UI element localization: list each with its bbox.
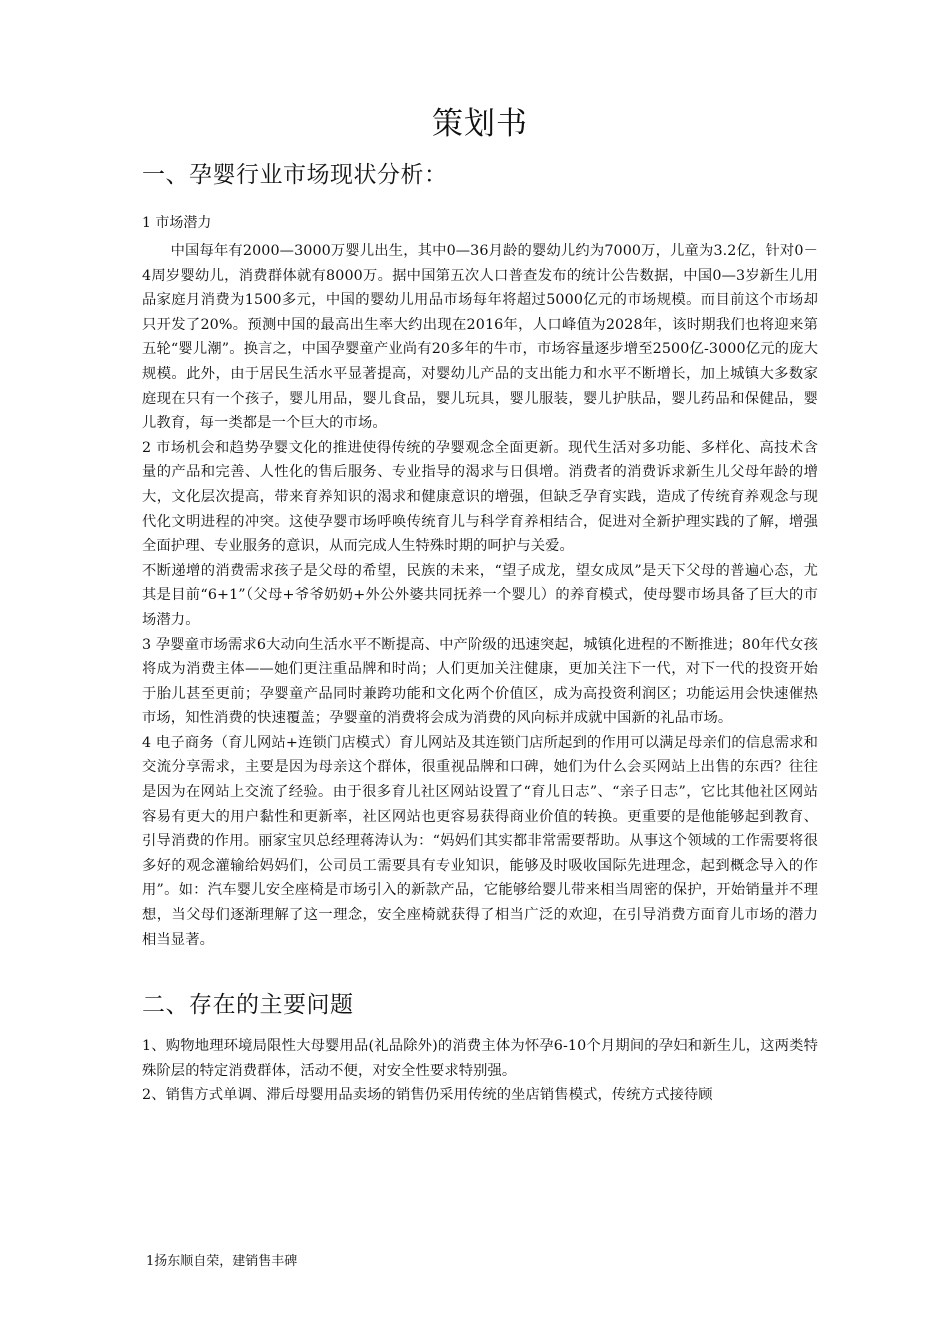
paragraph-market-opportunity: 2 市场机会和趋势孕婴文化的推进使得传统的孕婴观念全面更新。现代生活对多功能、多样化、高技术含量的产品和完善、人性化的售后服务、专业指导的渴求与日俱增。消费者的消费诉求新生儿父母年龄的增大，文化层次提高，带来育养知识的渴求和健康意识的增强，但缺乏孕育实践，造成了传统育养观念与现代化文明进程的冲突。这使孕婴市场呼唤传统育儿与科学育养相结合，促进对全新护理实践的了解，增强全面护理、专业服务的意识，从而完成人生特殊时期的呵护与关爱。 [142, 439, 818, 555]
paragraph-problem-2: 2、销售方式单调、滞后母婴用品卖场的销售仍采用传统的坐店销售模式，传统方式接待顾 [142, 1087, 713, 1104]
section-market-analysis [142, 158, 818, 952]
section-heading-main-problems: 二、存在的主要问题 [142, 992, 354, 1019]
paragraph-market-trends: 3 孕婴童市场需求6大动向生活水平不断提高、中产阶级的迅速突起，城镇化进程的不断推进；80年代女孩将成为消费主体——她们更注重品牌和时尚；人们更加关注健康，更加关注下一代，对下一代的投资开始于胎儿甚至更前；孕婴童产品同时兼跨功能和文化两个价值区，成为高投资利润区；功能运用会快速催热市场，知性消费的快速覆盖；孕婴童的消费将会成为消费的风向标并成就中国新的礼品市场。 [142, 636, 818, 727]
paragraph-ecommerce: 4 电子商务（育儿网站+连锁门店模式）育儿网站及其连锁门店所起到的作用可以满足母亲们的信息需求和交流分享需求，主要是因为母亲这个群体，很重视品牌和口碑，她们为什么会买网站上出售的东西？往往是因为在网站上交流了经验。由于很多育儿社区网站设置了“育儿日志”、“亲子日志”，它比其他社区网站容易有更大的用户黏性和更新率，社区网站也更容易获得商业价值的转换。更重要的是他能够起到教育、引导消费的作用。丽家宝贝总经理蒋涛认为：“妈妈们其实都非常需要帮助。从事这个领域的工作需要将很多好的观念灌输给妈妈们，公司员工需要具有专业知识，能够及时吸收国际先进理念，起到概念导入的作用”。如：汽车婴儿安全座椅是市场引入的新款产品，它能够给婴儿带来相当周密的保护，开始销量并不理想，当父母们逐渐理解了这一理念，安全座椅就获得了相当广泛的欢迎，在引导消费方面育儿市场的潜力相当显著。 [142, 734, 818, 948]
paragraph-market-potential: 中国每年有2000—3000万婴儿出生，其中0—36月龄的婴幼儿约为7000万，儿童为3.2亿，针对0－4周岁婴幼儿，消费群体就有8000万。据中国第五次人口普查发布的统计公告数据，中国0—3岁新生儿用品家庭月消费为1500多元，中国的婴幼儿用品市场每年将超过5000亿元的市场规模。而目前这个市场却只开发了20%。预测中国的最高出生率大约出现在2016年，人口峰值为2028年，该时期我们也将迎来第五轮“婴儿潮”。换言之，中国孕婴童产业尚有20多年的牛市，市场容量逐步增至2500亿-3000亿元的庞大规模。此外，由于居民生活水平显著提高，对婴幼儿产品的支出能力和水平不断增长，加上城镇大多数家庭现在只有一个孩子，婴儿用品，婴儿食品，婴儿玩具，婴儿服装，婴儿护肤品，婴儿药品和保健品，婴儿教育，每一类都是一个巨大的市场。 [142, 243, 818, 432]
document-title: 策划书 [432, 106, 528, 142]
document-body [142, 100, 818, 1108]
subheading-market-potential: 1 市场潜力 [142, 215, 212, 231]
paragraph-consumer-demand: 不断递增的消费需求孩子是父母的希望，民族的未来，“望子成龙，望女成凤”是天下父母的普遍心态，尤其是目前“6+1”（父母+爷爷奶奶+外公外婆共同抚养一个婴儿）的养育模式，使母婴市场具备了巨大的市场潜力。 [142, 562, 818, 628]
paragraph-problem-1: 1、购物地理环境局限性大母婴用品(礼品除外)的消费主体为怀孕6-10个月期间的孕妇和新生儿，这两类特殊阶层的特定消费群体，活动不便，对安全性要求特别强。 [142, 1038, 818, 1079]
page-footer: 1扬东顺自荣，建销售丰碑 [146, 1254, 298, 1269]
section-main-problems [142, 988, 818, 1108]
section-heading-market-analysis: 一、孕婴行业市场现状分析： [142, 162, 448, 188]
